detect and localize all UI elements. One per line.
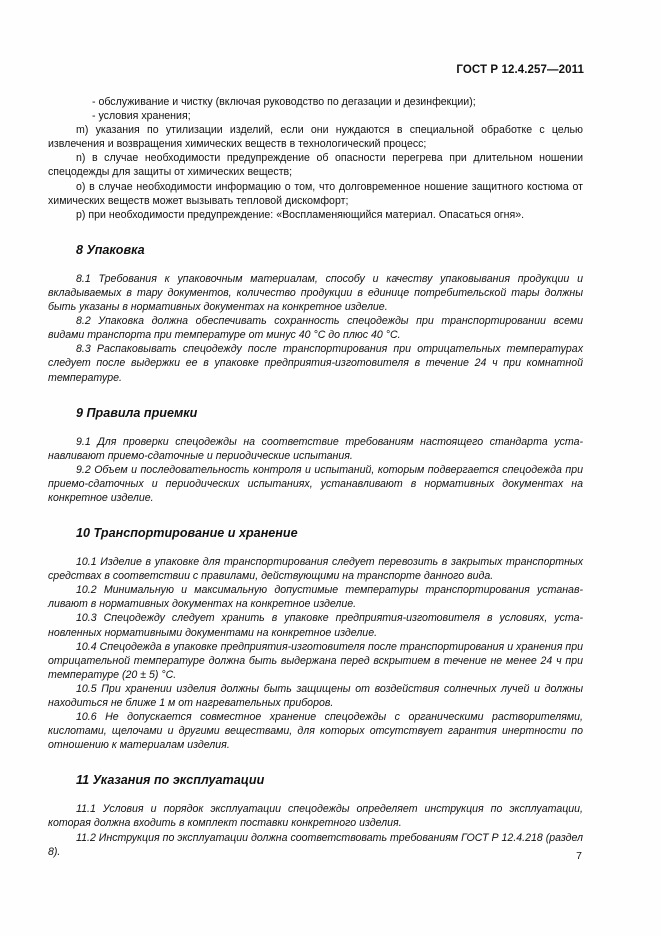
paragraph: 10.5 При хранении изделия должны быть защищены от воздействия солнечных лучей и должны находиться не ближе 1 м от нагревательных приборов. bbox=[48, 682, 583, 709]
intro-item: - обслуживание и чистку (включая руководство по дегазации и дезинфекции); bbox=[92, 96, 476, 108]
section-heading-10: 10 Транспортирование и хранение bbox=[76, 526, 298, 541]
paragraph: 9.2 Объем и последовательность контроля и испытаний, которым подвергается спецодежда при приемо-сдаточных и периодических испытаниях, устанавливают в нормативных документах на конкретное изделие. bbox=[48, 463, 583, 504]
paragraph: 8.1 Требования к упаковочным материалам, способу и качеству упаковывания продукции и вкладываемых в тару документов, количество продукции в единице потребительской тары должны быть указаны в нормативных документах на конкретное изделие. bbox=[48, 272, 583, 314]
intro-item: m) указания по утилизации изделий, если они нуждаются в специальной обработке с целью извлечения и возвращения химических веществ в технологический процесс; bbox=[48, 124, 583, 151]
paragraph: 8.3 Распаковывать спецодежду после транспортирования при отрицательных температурах следует после выдержки ее в упаковке предприятия-изготовителя в течение 24 ч при комнатной температуре. bbox=[48, 343, 583, 384]
paragraph: 11.1 Условия и порядок эксплуатации спецодежды определяет инструкция по эксплуатации, которая должна входить в комплект поставки конкретного изделия. bbox=[48, 803, 583, 830]
section-heading-9: 9 Правила приемки bbox=[76, 405, 198, 420]
document-header: ГОСТ Р 12.4.257—2011 bbox=[456, 64, 584, 76]
paragraph: 10.3 Спецодежду следует хранить в упаковке предприятия-изготовителя в условиях, установленных нормативными документами на конкретное изделие. bbox=[48, 612, 583, 639]
paragraph: 11.2 Инструкция по эксплуатации должна соответствовать требованиям ГОСТ Р 12.4.218 (раздел 8). bbox=[48, 831, 583, 858]
paragraph: 10.1 Изделие в упаковке для транспортирования следует перевозить в закрытых транспортных средствах в соответствии с правилами, действующими на транспорте данного вида. bbox=[48, 556, 583, 583]
section-heading-8: 8 Упаковка bbox=[76, 242, 145, 257]
paragraph: 9.1 Для проверки спецодежды на соответствие требованиям настоящего стандарта устанавливают приемо-сдаточные и периодические испытания. bbox=[48, 435, 583, 462]
paragraph: 10.4 Спецодежда в упаковке предприятия-изготовителя после транспортирования и хранения при отрицательной температуре должна быть выдержана перед вскрытием в течение не менее 24 ч при температуре (20 ± 5) °С. bbox=[48, 640, 583, 681]
intro-item: - условия хранения; bbox=[92, 110, 191, 123]
intro-item: p) при необходимости предупреждение: «Воспламеняющийся материал. Опасаться огня». bbox=[76, 208, 525, 221]
page-number: 7 bbox=[576, 850, 582, 862]
paragraph: 10.6 Не допускается совместное хранение спецодежды с органическими растворителями, кислотами, щелочами и другими веществами, для которых отсутствует гарантия инертности по отношению к материалам изделия. bbox=[48, 711, 583, 752]
section-heading-11: 11 Указания по эксплуатации bbox=[76, 773, 265, 788]
intro-item: o) в случае необходимости информацию о том, что долговременное ношение защитного костюма от химических веществ может вызывать тепловой дискомфорт; bbox=[48, 180, 583, 207]
page-content bbox=[48, 95, 583, 859]
paragraph: 10.2 Минимальную и максимальную допустимые температуры транспортирования устанавливают в нормативных документах на конкретное изделие. bbox=[48, 584, 583, 611]
intro-item: n) в случае необходимости предупреждение об опасности перегрева при длительном ношении спецодежды для защиты от химических веществ; bbox=[48, 152, 583, 179]
paragraph: 8.2 Упаковка должна обеспечивать сохранность спецодежды при транспортировании всеми видами транспорта при температуре от минус 40 °С до плюс 40 °С. bbox=[48, 315, 583, 342]
